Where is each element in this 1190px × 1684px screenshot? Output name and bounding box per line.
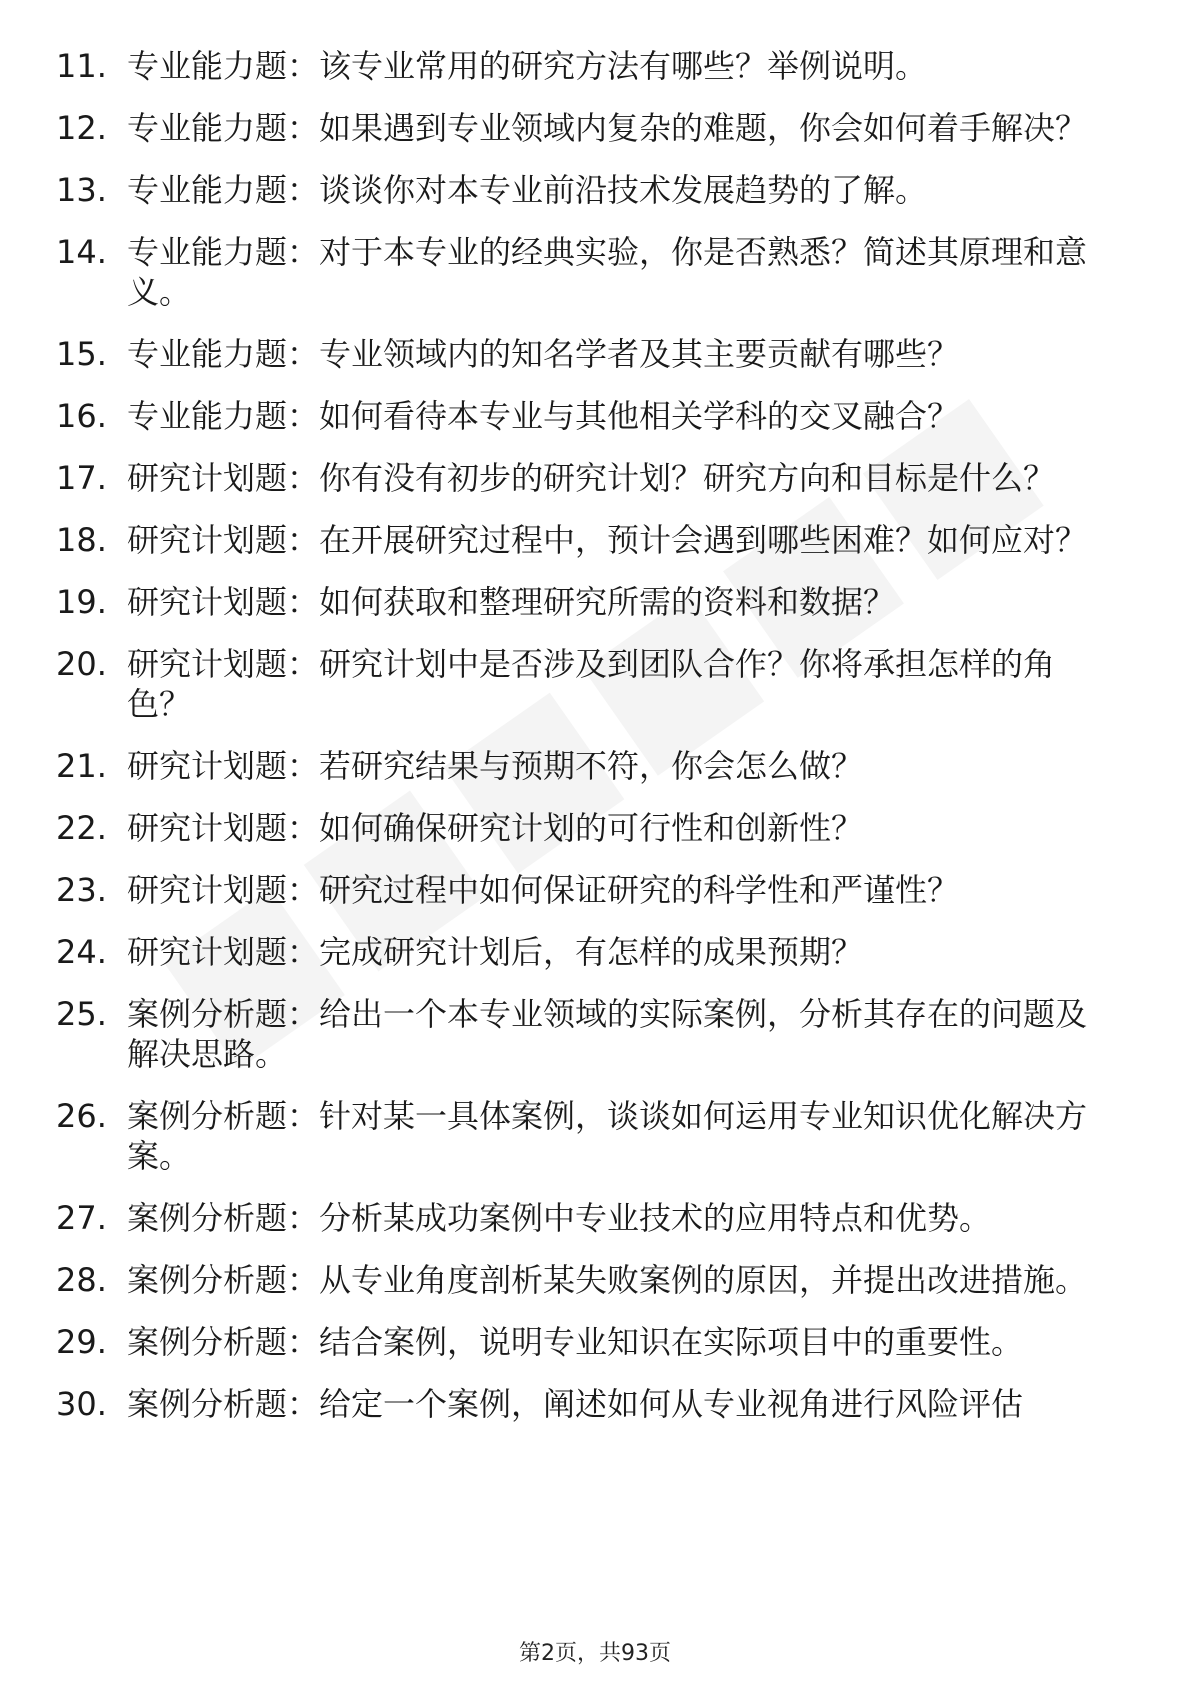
question-category: 案例分析题： [127,995,320,1033]
question-item [56,932,1116,972]
question-number: 24. [56,933,107,971]
question-number: 21. [56,747,107,785]
question-text: 分析某成功案例中专业技术的应用特点和优势。 [319,1199,992,1237]
question-category: 案例分析题： [127,1199,320,1237]
question-text: 针对某一具体案例，谈谈如何运用专业知识优化解决方案。 [127,1097,1088,1175]
question-item [56,1096,1116,1176]
question-category: 研究计划题： [127,521,320,559]
question-text: 如何确保研究计划的可行性和创新性？ [319,809,864,847]
question-text: 研究计划中是否涉及到团队合作？你将承担怎样的角色？ [127,645,1056,723]
question-number: 17. [56,459,107,497]
question-text: 如果遇到专业领域内复杂的难题，你会如何着手解决？ [319,109,1088,147]
question-category: 专业能力题： [127,47,320,85]
question-item [56,396,1116,436]
question-category: 案例分析题： [127,1097,320,1135]
question-number: 28. [56,1261,107,1299]
question-item [56,1260,1116,1300]
question-number: 18. [56,521,107,559]
question-category: 专业能力题： [127,171,320,209]
question-text: 若研究结果与预期不符，你会怎么做？ [319,747,864,785]
question-text: 给定一个案例，阐述如何从专业视角进行风险评估 [319,1385,1024,1423]
question-item [56,108,1116,148]
question-item [56,808,1116,848]
question-category: 案例分析题： [127,1261,320,1299]
question-number: 16. [56,397,107,435]
question-category: 研究计划题： [127,809,320,847]
question-number: 11. [56,47,107,85]
question-category: 研究计划题： [127,747,320,785]
question-number: 20. [56,645,107,683]
question-category: 研究计划题： [127,645,320,683]
question-category: 研究计划题： [127,459,320,497]
question-category: 专业能力题： [127,335,320,373]
question-category: 专业能力题： [127,109,320,147]
question-text: 对于本专业的经典实验，你是否熟悉？简述其原理和意义。 [127,233,1088,311]
question-item [56,870,1116,910]
question-number: 26. [56,1097,107,1135]
question-item [56,458,1116,498]
question-text: 从专业角度剖析某失败案例的原因，并提出改进措施。 [319,1261,1088,1299]
question-text: 研究过程中如何保证研究的科学性和严谨性？ [319,871,960,909]
question-text: 结合案例，说明专业知识在实际项目中的重要性。 [319,1323,1024,1361]
question-text: 谈谈你对本专业前沿技术发展趋势的了解。 [319,171,928,209]
question-text: 完成研究计划后，有怎样的成果预期？ [319,933,864,971]
question-category: 研究计划题： [127,583,320,621]
question-number: 22. [56,809,107,847]
question-category: 专业能力题： [127,397,320,435]
question-item [56,1198,1116,1238]
question-item [56,994,1116,1074]
question-item [56,644,1116,724]
question-item [56,46,1116,86]
question-item [56,582,1116,622]
question-text: 在开展研究过程中，预计会遇到哪些困难？如何应对？ [319,521,1088,559]
question-item [56,520,1116,560]
question-number: 15. [56,335,107,373]
question-number: 23. [56,871,107,909]
question-number: 14. [56,233,107,271]
question-category: 案例分析题： [127,1323,320,1361]
question-item [56,232,1116,312]
question-text: 如何看待本专业与其他相关学科的交叉融合？ [319,397,960,435]
question-number: 12. [56,109,107,147]
page-footer: 第2页，共93页 [519,1641,671,1666]
question-item [56,1322,1116,1362]
question-number: 25. [56,995,107,1033]
question-text: 给出一个本专业领域的实际案例，分析其存在的问题及解决思路。 [127,995,1088,1073]
question-text: 如何获取和整理研究所需的资料和数据？ [319,583,896,621]
question-text: 专业领域内的知名学者及其主要贡献有哪些？ [319,335,960,373]
question-number: 13. [56,171,107,209]
question-number: 27. [56,1199,107,1237]
question-number: 29. [56,1323,107,1361]
question-text: 你有没有初步的研究计划？研究方向和目标是什么？ [319,459,1056,497]
question-category: 研究计划题： [127,871,320,909]
question-category: 案例分析题： [127,1385,320,1423]
question-category: 研究计划题： [127,933,320,971]
question-category: 专业能力题： [127,233,320,271]
question-text: 该专业常用的研究方法有哪些？举例说明。 [319,47,928,85]
question-item [56,746,1116,786]
question-item [56,334,1116,374]
question-item [56,1384,1116,1424]
question-item [56,170,1116,210]
question-list [56,46,1116,1446]
question-number: 19. [56,583,107,621]
question-number: 30. [56,1385,107,1423]
